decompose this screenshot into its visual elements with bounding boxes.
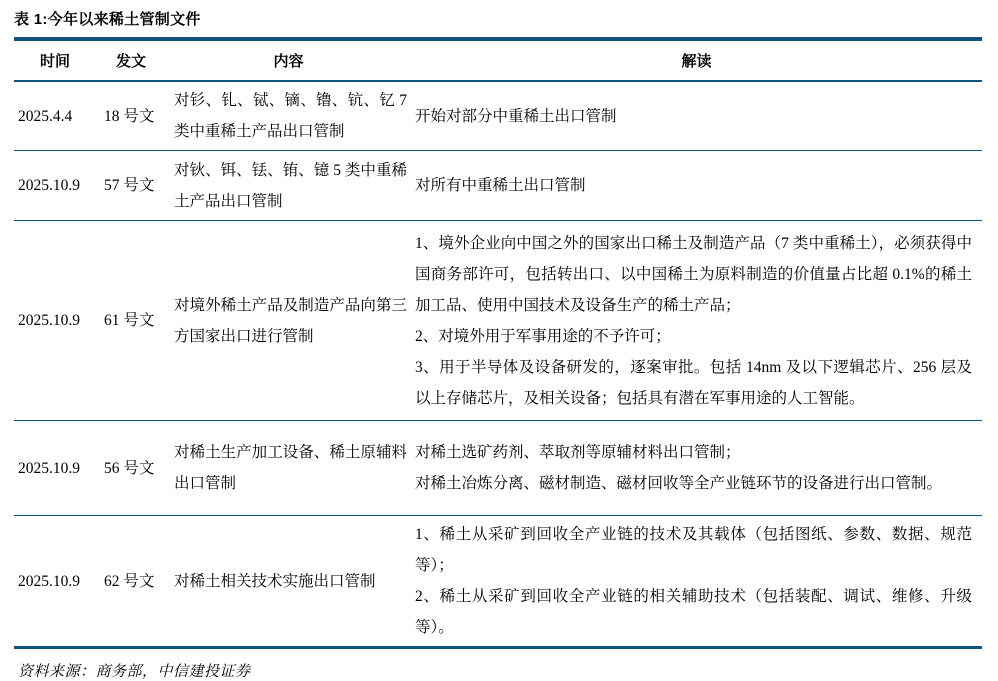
cell-doc: 57 号文 — [96, 151, 166, 221]
interpretation-paragraph: 2、对境外用于军事用途的不予许可； — [415, 327, 671, 345]
cell-doc: 56 号文 — [96, 421, 166, 516]
table-row — [14, 516, 982, 648]
column-header-interpretation: 解读 — [411, 39, 982, 81]
interpretation-paragraph: 对稀土选矿药剂、萃取剂等原辅材料出口管制； — [415, 444, 741, 461]
source-note: 资料来源：商务部，中信建投证券 — [18, 664, 251, 680]
interpretation-paragraph: 1、稀土从采矿到回收全产业链的技术及其载体（包括图纸、参数、数据、规范等）； — [415, 526, 972, 574]
cell-time: 2025.10.9 — [14, 221, 96, 421]
cell-interpretation — [411, 516, 982, 648]
column-header-content: 内容 — [166, 39, 411, 81]
cell-time: 2025.10.9 — [14, 516, 96, 648]
cell-content: 对钬、铒、铥、铕、镱 5 类中重稀土产品出口管制 — [166, 151, 411, 221]
table-row — [14, 221, 982, 421]
cell-doc: 62 号文 — [96, 516, 166, 648]
cell-interpretation — [411, 151, 982, 221]
cell-content: 对钐、钆、铽、镝、镥、钪、钇 7 类中重稀土产品出口管制 — [174, 92, 407, 140]
interpretation-paragraph: 开始对部分中重稀土出口管制 — [415, 107, 617, 125]
table-row — [14, 151, 982, 221]
interpretation-paragraph: 对稀土冶炼分离、磁材制造、磁材回收等全产业链环节的设备进行出口管制。 — [415, 475, 943, 492]
column-header-time: 时间 — [14, 39, 96, 81]
cell-time: 2025.10.9 — [14, 421, 96, 516]
cell-content: 对稀土相关技术实施出口管制 — [166, 516, 411, 648]
column-header-doc: 发文 — [96, 39, 166, 81]
table-row — [14, 421, 982, 516]
cell-content: 对境外稀土产品及制造产品向第三方国家出口进行管制 — [166, 221, 411, 421]
cell-interpretation — [411, 81, 982, 151]
table-body — [14, 81, 982, 648]
table-header — [14, 39, 982, 81]
table-row — [14, 81, 982, 151]
interpretation-paragraph: 对所有中重稀土出口管制 — [415, 177, 586, 194]
interpretation-paragraph: 1、境外企业向中国之外的国家出口稀土及制造产品（7 类中重稀土），必须获得中国商务部许可，包括转出口、以中国稀土为原料制造的价值量占比超 0.1%的稀土加工品、使用中国技术及设备生产的稀土产品； — [415, 234, 972, 314]
header-row — [14, 39, 982, 81]
cell-doc: 18 号文 — [104, 107, 155, 125]
interpretation-paragraph: 3、用于半导体及设备研发的，逐案审批。包括 14nm 及以下逻辑芯片、256 层及以上存储芯片，及相关设备；包括具有潜在军事用途的人工智能。 — [415, 358, 972, 407]
regulation-table — [14, 37, 982, 649]
cell-content: 对稀土生产加工设备、稀土原辅料出口管制 — [166, 421, 411, 516]
interpretation-paragraph: 2、稀土从采矿到回收全产业链的相关辅助技术（包括装配、调试、维修、升级等）。 — [415, 588, 972, 636]
cell-interpretation — [411, 221, 982, 421]
cell-doc: 61 号文 — [96, 221, 166, 421]
cell-time: 2025.10.9 — [14, 151, 96, 221]
table-title: 表 1:今年以来稀土管制文件 — [14, 11, 201, 28]
cell-interpretation — [411, 421, 982, 516]
cell-time: 2025.4.4 — [18, 107, 73, 125]
